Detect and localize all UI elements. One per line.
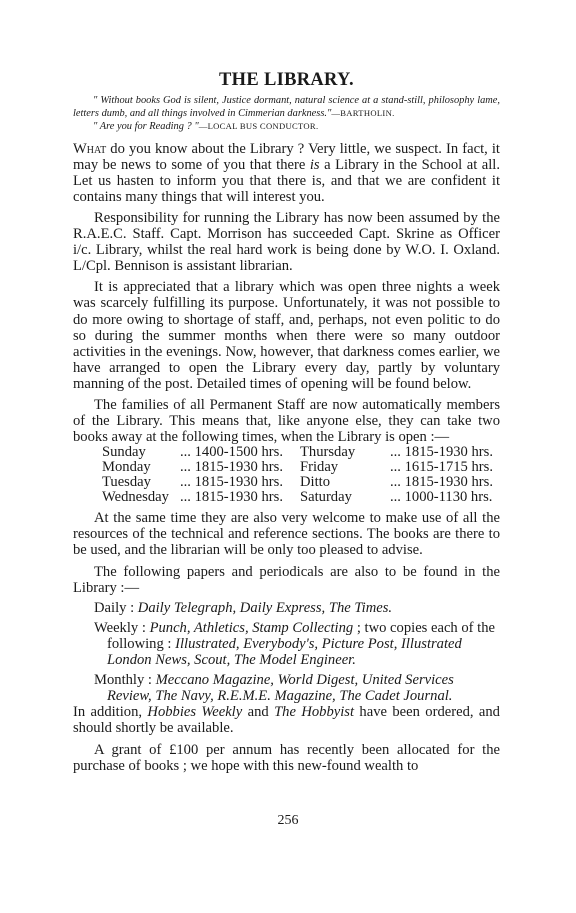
paragraph-intro: What do you know about the Library ? Very little, we suspect. In fact, it may be news to some of you that there is a Library in the School at all. Let us hasten to inform you that there is, and that we are confident it contains many things that will interest you.: [73, 140, 501, 205]
page-title: THE LIBRARY.: [219, 70, 354, 90]
opening-hours-table: [102, 445, 500, 505]
hours-time: ... 1000-1130 hrs.: [390, 489, 493, 506]
paragraph-grant: A grant of £100 per annum has recently been allocated for the purchase of books ; we hope with this new-found wealth to: [73, 741, 500, 774]
paragraph-resources: At the same time they are also very welcome to make use of all the resources of the technical and reference sections. The books are there to be used, and the librarian will be only too pleased to advise.: [73, 510, 500, 559]
hours-day: Saturday: [300, 489, 352, 506]
paragraph-addition: In addition, Hobbies Weekly and The Hobbyist have been ordered, and should shortly be available.: [73, 704, 500, 737]
hours-time: ... 1815-1930 hrs.: [180, 474, 283, 491]
hours-time: ... 1400-1500 hrs.: [180, 444, 283, 461]
hours-day: Thursday: [300, 444, 356, 461]
hours-time: ... 1815-1930 hrs.: [390, 474, 493, 491]
epigraph-quote-1: " Without books God is silent, Justice dormant, natural science at a stand-still, philosophy lame, letters dumb, and all things involved in Cimmerian darkness."—BARTHOLIN.: [73, 95, 500, 120]
list-item-weekly: Weekly : Punch, Athletics, Stamp Collecting ; two copies each of the following : Illustrated, Everybody's, Picture Post, Illustrated London News, Scout, The Model Engineer.: [94, 619, 496, 669]
paragraph-opening: It is appreciated that a library which was open three nights a week was scarcely fulfilling its purpose. Unfortunately, it was not possible to do more owing to shortage of staff, and, perhaps, not even politic to do so during the summer months when there were so many outdoor activities in the evenings. Now, however, that darkness comes earlier, we have arranged to open the Library every day, partly by voluntary manning of the post. Detailed times of opening will be found below.: [73, 279, 500, 392]
hours-day: Wednesday: [102, 489, 169, 506]
hours-time: ... 1815-1930 hrs.: [390, 444, 493, 461]
epigraph: [73, 95, 500, 134]
paragraph-periodicals: The following papers and periodicals are also to be found in the Library :—: [73, 563, 500, 596]
epigraph-attribution-2: —LOCAL BUS CONDUCTOR.: [198, 121, 319, 132]
hours-time: ... 1815-1930 hrs.: [180, 489, 283, 506]
epigraph-quote-2: " Are you for Reading ? "—LOCAL BUS CONDUCTOR.: [93, 121, 319, 133]
hours-time: ... 1815-1930 hrs.: [180, 459, 283, 476]
list-item-daily: Daily : Daily Telegraph, Daily Express, The Times.: [94, 599, 393, 616]
list-item-monthly: Monthly : Meccano Magazine, World Digest, United Services Review, The Navy, R.E.M.E. Magazine, The Cadet Journal.: [94, 672, 454, 705]
page-number: 256: [277, 813, 299, 828]
hours-day: Monday: [102, 459, 151, 476]
hours-day: Sunday: [102, 444, 146, 461]
hours-day: Tuesday: [102, 474, 151, 491]
hours-time: ... 1615-1715 hrs.: [390, 459, 493, 476]
paragraph-responsibility: Responsibility for running the Library has now been assumed by the R.A.E.C. Staff. Capt. Morrison has succeeded Capt. Skrine as Officer i/c. Library, whilst the real hard work is being done by W.O. I. Oxland. L/Cpl. Bennison is assistant librarian.: [73, 209, 500, 275]
hours-day: Friday: [300, 459, 339, 476]
epigraph-attribution-1: —BARTHOLIN.: [331, 108, 395, 119]
paragraph-families: The families of all Permanent Staff are now automatically members of the Library. This means that, like anyone else, they can take two books away at the following times, when the Library is open :—: [73, 397, 500, 446]
hours-day: Ditto: [300, 474, 330, 491]
